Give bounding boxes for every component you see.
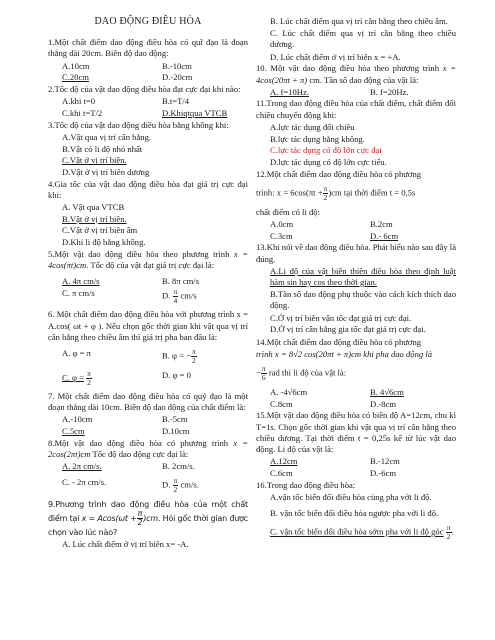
q13-option-c: C.Ở vị trí biên vận tốc đạt giá trị cực đại.: [270, 312, 412, 323]
q13-option-b: B.Tần số dao động phụ thuộc vào cách kích thích dao động.: [270, 289, 456, 311]
q2-option-d: D.Khiqtqua VTCB: [162, 107, 228, 118]
q2-option-c: C.khi t=T/2: [62, 107, 103, 118]
q12-equation: trình: x = 6cos(πt + $\frac{\pi}{2}$ )cm tại thời điểm t = 0,5s: [256, 183, 416, 202]
q9-option-a: A. Lúc chất điểm ở vị trí biên x= -A.: [62, 538, 189, 549]
q6-option-a: A. φ = π: [62, 348, 91, 359]
q9-option-c: C. Lúc chất điểm qua vị trí cân bằng theo chiều dương.: [270, 28, 456, 50]
q14-option-b: B. 4√6cm: [370, 386, 404, 397]
q11-option-b: B.lực tác dụng bằng không.: [270, 133, 365, 144]
question-3: 3.Tốc độ của vật dao động điều hòa bằng không khi:: [48, 119, 229, 130]
q9-equation: x = Acos(ωt + $\frac{\pi}{2}$ )cm: [81, 508, 158, 527]
q3-option-a: A.Vật qua vị trí cân bằng.: [62, 131, 152, 142]
question-14: 14.Một chất điểm dao động điều hòa có phương: [256, 336, 422, 347]
left-column: [48, 16, 248, 551]
question-10: 10. Một vật dao động điều hòa theo phương trình x = 4cos(20πt + π) cm. Tần số dao động của vật là:: [256, 63, 457, 85]
q2-option-a: A.khi t=0: [62, 96, 96, 107]
q5-option-a: A. 4π cm/s: [62, 276, 100, 287]
q10-equation: x = 4cos(20πt + π): [256, 63, 457, 85]
q12-option-a: A.0cm: [270, 219, 294, 230]
q2-option-b: B.t=T/4: [162, 96, 190, 107]
q1-option-d: D.-20cm: [162, 72, 193, 83]
q6-option-c: C. φ = $\frac{\pi}{2}$: [62, 368, 91, 387]
q14-option-d: D.-8cm: [370, 398, 397, 409]
q14-equation: trình x = 8√2 cos(20πt + π)cm khi pha dao động là: [256, 348, 433, 359]
q13-option-d: D.Ở vị trí cân bằng gia tốc đạt giá trị cực đại.: [270, 324, 426, 335]
q13-option-a: A.Li độ của vật biến thiên điều hòa theo định luật hàm sin hay cos theo thời gian.: [270, 265, 456, 288]
q4-option-a: A. Vật qua VTCB: [62, 202, 125, 213]
q12-tail: chất điểm có li độ:: [256, 206, 320, 217]
q15-option-d: D.-6cm: [370, 467, 397, 478]
q16-option-c: C. vận tốc biến đổi điều hòa sớm pha với li độ góc $\frac{\pi}{2}$ .: [270, 523, 454, 542]
q16-option-b: B. vận tốc biến đổi điều hòa ngược pha với li độ.: [270, 508, 439, 519]
q8-option-d: D. $\frac{\pi}{2}$ cm/s.: [162, 476, 199, 494]
q10-option-b: B. f=20Hz.: [370, 86, 409, 97]
q5-option-c: C. π cm/s: [62, 287, 95, 298]
q5-option-b: B. 8π cm/s: [162, 276, 200, 287]
q4-option-b: B.Vật ở vị trí biên.: [62, 213, 127, 224]
q12-option-c: C.3cm: [270, 230, 293, 241]
q15-option-b: B.-12cm: [370, 456, 400, 467]
q11-option-c: C.lực tác dụng có độ lớn cực đại: [270, 145, 382, 156]
question-11: 11.Trong dao động điều hòa của chất điểm, chất điểm đổi chiều chuyển động khi:: [256, 98, 456, 120]
q7-option-b: B.-5cm: [162, 414, 188, 425]
q12-option-b: B.2cm: [370, 219, 393, 230]
question-15: 15.Một vật dao động điều hòa có biên độ A=12cm, chu kì T=1s. Chọn gốc thời gian khi vật qua vị trí cân bằng theo chiều dương. Tại thời điểm t = 0,25s kể từ lúc vật dao động. Li độ của vật là:: [256, 410, 456, 454]
question-1: 1.Một chất điểm dao động điều hòa có quĩ đạo là đoạn thẳng dài 20cm. Biên độ dao động:: [48, 37, 248, 59]
q7-option-a: A.-10cm: [62, 414, 93, 425]
q3-option-d: D.Vật ở vị trí biên dương: [62, 166, 150, 177]
q14-option-c: C.8cm: [270, 398, 293, 409]
q8-option-a: A. 2π cm/s.: [62, 461, 102, 472]
q9-option-d: D. Lúc chất điểm ở vị trí biên x = +A.: [270, 51, 401, 62]
q15-option-a: A.12cm: [270, 456, 298, 467]
q7-option-d: D.10cm: [162, 426, 190, 437]
page-title: DAO ĐỘNG ĐIỀU HÒA: [94, 16, 202, 27]
q7-option-c: C.5cm: [62, 426, 85, 437]
question-5: 5.Một vật dao động điều hòa theo phương trình x = 4cos(πt)cm. Tốc độ của vật đạt giá trị cực đại là:: [48, 248, 248, 271]
q5-option-d: D. $\frac{\pi}{4}$ cm/s: [162, 286, 197, 305]
q3-option-b: B.Vật có li độ nhỏ nhất: [62, 143, 143, 154]
q11-option-d: D.lực tác dụng có độ lớn cực tiểu.: [270, 156, 387, 167]
question-2: 2.Tốc độ của vật dao động điều hòa đạt cực đại khi nào:: [48, 84, 241, 95]
q10-option-a: A. f=10Hz.: [270, 86, 309, 97]
q9-option-b: B. Lúc chất điểm qua vị trí cân bằng theo chiều âm.: [270, 16, 448, 26]
q11-option-a: A.lực tác dụng đổi chiều: [270, 121, 355, 132]
q15-option-c: C.6cm: [270, 467, 293, 478]
q1-option-b: B.-10cm: [162, 60, 192, 71]
q4-option-c: C.Vật ở vị trí biên âm: [62, 225, 138, 236]
q6-option-b: B. φ = − $\frac{\pi}{2}$: [162, 347, 196, 366]
question-6: 6. Một chất điểm dao động điều hòa với phương trình x = A.cos( ωt + φ ). Nếu chọn gốc thời gian khi vật qua vị trí cân bằng theo chiều âm thì giá trị pha ban đầu là:: [48, 309, 248, 342]
q5-equation: x = 4cos(πt)cm: [48, 248, 248, 271]
q12-option-d: D.- 6cm: [370, 230, 399, 241]
q14-option-a: A. -4√6cm: [270, 386, 308, 397]
q8-option-c: C. - 2π cm/s.: [62, 477, 107, 487]
q8-option-b: B. 2cm/s.: [162, 461, 195, 472]
q8-equation: x = 2cos(2πt)cm: [48, 437, 248, 460]
question-7: 7. Một chất điểm dao động điều hòa có quỹ đạo là một đoạn thẳng dài 10cm. Biên độ dao động của chất điểm là:: [48, 391, 248, 413]
question-13: 13.Khi nói về dao động điều hòa. Phát biểu nào sau đây là đúng.: [256, 242, 457, 264]
q6-option-d: D. φ = 0: [162, 369, 191, 380]
q3-option-c: C.Vật ở vị trí biên.: [62, 155, 127, 166]
q14-tail: − $\frac{\pi}{6}$ rad thì li độ của vật là:: [256, 363, 347, 382]
q16-option-a: A.vận tốc biến đổi điều hòa cùng pha với li độ.: [270, 491, 432, 502]
question-16: 16.Trong dao động điều hòa:: [256, 479, 356, 490]
question-4: 4.Gia tốc của vật dao động điều hòa đạt giá trị cực đại khi:: [48, 178, 248, 200]
question-12: 12.Một chất điểm dao động điều hòa có phương: [256, 168, 422, 179]
q4-option-d: D.Khi li độ bằng không.: [62, 237, 146, 248]
right-column: [256, 16, 456, 542]
q1-option-a: A.10cm: [62, 60, 90, 71]
question-9: 9.Phương trình dao động điều hòa của một chất điểm tại x = Acos(ωt + $\frac{\pi}{2}$ )cm. Hỏi gốc thời gian được chọn vào lúc nào?: [48, 499, 248, 537]
question-8: 8.Một vật dao động điều hòa có phương trình x = 2cos(2πt)cm Tốc độ dao động cực đại là:: [48, 437, 248, 460]
q1-option-c: C.20cm: [62, 72, 89, 83]
